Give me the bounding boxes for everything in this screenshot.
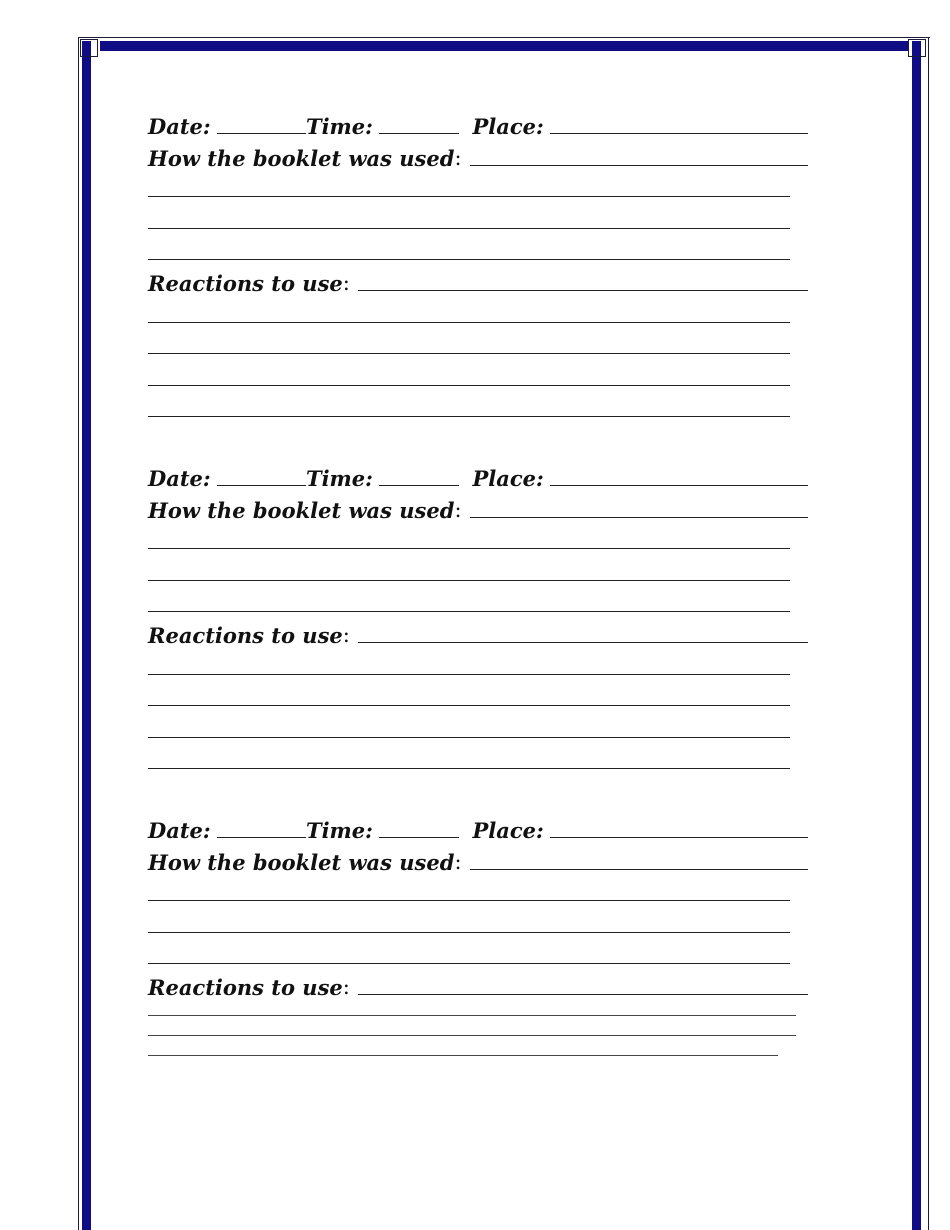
how-used-line[interactable] <box>148 873 808 904</box>
log-entry <box>148 810 808 1162</box>
reactions-line[interactable] <box>148 646 808 677</box>
how-used-line[interactable] <box>148 521 808 552</box>
time-field[interactable] <box>379 133 459 134</box>
how-used-line[interactable] <box>148 552 808 583</box>
how-used-row: How the booklet was used : <box>148 841 808 872</box>
how-used-row: How the booklet was used : <box>148 489 808 520</box>
date-label: Date: <box>148 114 211 140</box>
date-time-place-row <box>148 810 808 844</box>
time-label: Time: <box>305 818 373 844</box>
page-border-right-outer <box>928 37 929 1230</box>
how-used-line[interactable] <box>148 169 808 200</box>
date-label: Date: <box>148 466 211 492</box>
reactions-row: Reactions to use : <box>148 615 808 646</box>
date-field[interactable] <box>217 485 306 486</box>
how-used-field[interactable] <box>470 517 808 518</box>
reactions-field[interactable] <box>358 290 808 291</box>
reactions-line[interactable] <box>148 326 808 357</box>
page-border-top <box>100 41 908 51</box>
how-used-line[interactable] <box>148 936 808 967</box>
page-border-left-outer <box>78 37 79 1230</box>
how-used-row: How the booklet was used : <box>148 137 808 168</box>
place-field[interactable] <box>550 485 808 486</box>
usage-log-form <box>148 106 808 1162</box>
place-field[interactable] <box>550 837 808 838</box>
reactions-line[interactable] <box>148 741 808 772</box>
reactions-row: Reactions to use : <box>148 967 808 998</box>
how-used-label: How the booklet was used <box>148 497 455 523</box>
reactions-field[interactable] <box>358 994 808 995</box>
border-corner-top-right <box>908 39 926 57</box>
time-label: Time: <box>305 114 373 140</box>
page-border-right <box>912 41 921 1230</box>
how-used-field[interactable] <box>470 165 808 166</box>
place-label: Place: <box>472 466 544 492</box>
time-label: Time: <box>305 466 373 492</box>
reactions-line[interactable] <box>148 294 808 325</box>
reactions-line[interactable] <box>148 1038 808 1058</box>
log-entry <box>148 458 808 810</box>
how-used-field[interactable] <box>470 869 808 870</box>
how-used-line[interactable] <box>148 232 808 263</box>
how-used-line[interactable] <box>148 584 808 615</box>
reactions-line[interactable] <box>148 998 808 1018</box>
how-used-label: How the booklet was used <box>148 145 455 171</box>
reactions-label: Reactions to use <box>148 975 343 1001</box>
reactions-line[interactable] <box>148 1018 808 1038</box>
page-border-left <box>82 41 91 1230</box>
place-field[interactable] <box>550 133 808 134</box>
place-label: Place: <box>472 818 544 844</box>
how-used-line[interactable] <box>148 904 808 935</box>
page-border-top-outer <box>78 37 930 39</box>
how-used-line[interactable] <box>148 200 808 231</box>
date-field[interactable] <box>217 133 306 134</box>
log-entry <box>148 106 808 458</box>
date-label: Date: <box>148 818 211 844</box>
date-field[interactable] <box>217 837 306 838</box>
reactions-label: Reactions to use <box>148 623 343 649</box>
reactions-line[interactable] <box>148 357 808 388</box>
place-label: Place: <box>472 114 544 140</box>
reactions-line[interactable] <box>148 709 808 740</box>
time-field[interactable] <box>379 837 459 838</box>
time-field[interactable] <box>379 485 459 486</box>
reactions-label: Reactions to use <box>148 271 343 297</box>
reactions-line[interactable] <box>148 678 808 709</box>
date-time-place-row <box>148 106 808 140</box>
reactions-field[interactable] <box>358 642 808 643</box>
border-corner-top-left <box>80 39 98 57</box>
date-time-place-row <box>148 458 808 492</box>
reactions-line[interactable] <box>148 389 808 420</box>
reactions-row: Reactions to use : <box>148 263 808 294</box>
how-used-label: How the booklet was used <box>148 849 455 875</box>
